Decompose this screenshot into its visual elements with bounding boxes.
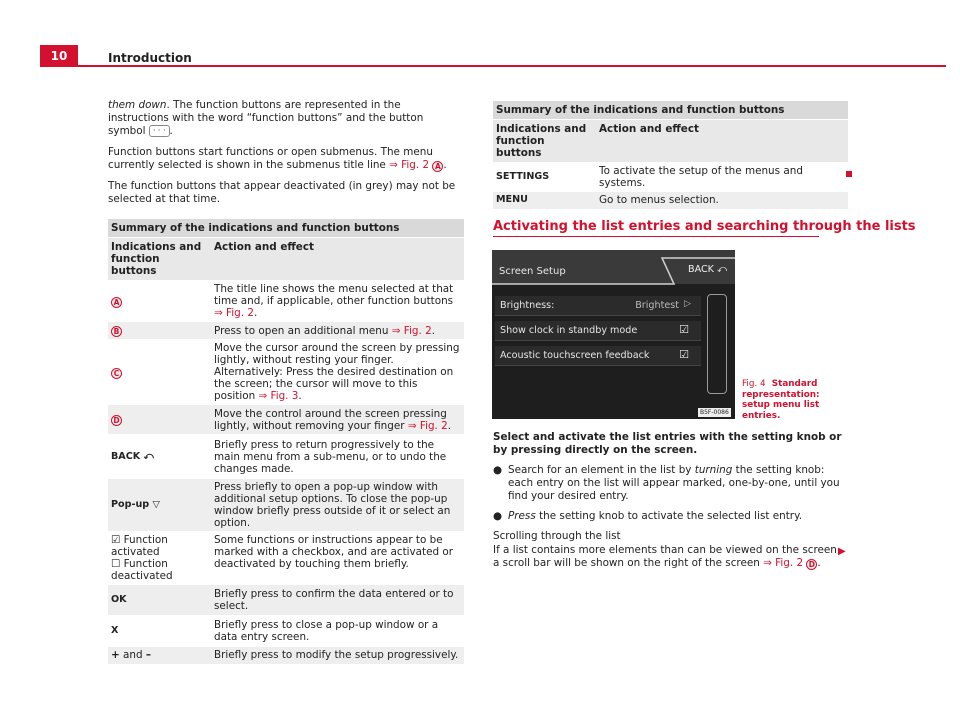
column-header: Indications and function buttons [493,120,596,163]
chevron-right-icon: ▷ [684,299,691,309]
text: . The function buttons are represented in the instructions with the word “function buttons” and the button symbol [108,99,424,137]
text: Function buttons start functions or open submenus. The menu currently selected is shown in the submenus title line [108,146,433,171]
table-caption: Summary of the indications and function buttons [108,219,464,238]
paragraph-1 [108,99,464,138]
emphasis: Press [508,510,536,522]
setup-screen-figure [492,250,735,419]
emphasis: them down [108,99,167,111]
column-header: Action and effect [211,238,464,281]
cell-text: Press briefly to open a pop-up window with additional setup options. To close the pop-up window briefly press outside of it or select an option. [211,479,464,532]
screen-title: Screen Setup [499,266,566,277]
list-item-label: Acoustic touchscreen feedback [500,350,650,361]
column-header: Action and effect [596,120,848,163]
cell-text: Go to menus selection. [596,192,848,209]
table-row [108,322,464,340]
text: the setting knob: each entry on the list will appear marked, one-by-one, until you find your desired entry. [508,464,840,502]
bullet-item [493,464,848,503]
fig-link[interactable]: ⇒ Fig. 2 [391,324,432,337]
page-number: 10 [40,45,78,67]
fig-link[interactable]: ⇒ Fig. 3 [258,390,299,402]
cell-text: The title line shows the menu selected at that time and, if applicable, other function buttons [214,283,454,307]
badge-a: A [432,161,443,172]
cell-text: Briefly press to close a pop-up window or a data entry screen. [211,616,464,647]
list-instructions [493,431,848,570]
list-item[interactable] [495,321,701,341]
lead-paragraph: Select and activate the list entries with the setting knob or by pressing directly on the screen. [493,431,842,456]
text: . [447,419,452,432]
settings-label: SETTINGS [493,163,596,192]
x-label: X [108,616,211,647]
list-item[interactable] [495,296,701,316]
text: and [119,649,146,662]
cell-text: To activate the setup of the menus and systems. [596,163,848,192]
table-row [108,340,464,405]
table-row [493,163,848,192]
table-row [108,532,464,585]
table-caption: Summary of the indications and function buttons [493,101,848,120]
text: Search for an element in the list by [508,464,695,476]
cell-text: Briefly press to modify the setup progressively. [211,647,464,664]
plus-label: + [111,649,120,662]
emphasis: turning [694,464,733,476]
table-row [108,435,464,479]
text: . [431,324,436,337]
cell-text: Press to open an additional menu [214,324,392,337]
header-rule [78,65,946,67]
ok-label: OK [108,585,211,616]
table-row [108,647,464,664]
button-symbol: · · · [149,125,170,137]
text: the setting knob to activate the selected list entry. [535,510,803,522]
table-row [108,616,464,647]
paragraph-3: The function buttons that appear deactivated (in grey) may not be selected at that time. [108,180,456,205]
list-item[interactable] [495,346,701,366]
triangle-down-icon: ▽ [152,499,160,510]
column-header: Indications and function buttons [108,238,211,281]
bullet-item [493,510,848,523]
fig-link[interactable]: ⇒ Fig. 2 [389,159,430,171]
text: . [817,557,821,569]
badge-b: B [111,326,122,337]
back-button[interactable]: BACK ⤺ [688,264,728,275]
text: . [253,307,258,319]
back-icon: ⤺ [143,450,154,462]
popup-label: Pop-up [111,499,150,510]
minus-label: – [145,649,152,662]
checkbox-checked-icon: ☑ [111,534,121,546]
cell-text: Function deactivated [111,558,173,582]
fig-link[interactable]: ⇒ Fig. 2 [763,557,804,569]
badge-c: C [111,368,122,379]
bullet-icon: ● [493,510,503,522]
cell-text: Briefly press to confirm the data entered or to select. [211,585,464,616]
continue-arrow-icon: ▶ [838,546,846,557]
list-item-value: Brightest [635,300,679,311]
image-id: B5F-0086 [700,409,729,416]
figure-caption-text: Standard representation: setup menu list entries. [742,379,820,421]
table-row [108,281,464,322]
section-rule [493,236,819,237]
scrollbar[interactable] [707,294,727,394]
table-row [493,192,848,209]
list-item-label: Show clock in standby mode [500,325,638,336]
back-label: BACK [111,450,141,462]
cell-text: Briefly press to return progressively to the main menu from a sub-menu, or to undo the changes made. [211,435,464,479]
cell-text: Move the control around the screen pressing lightly, without removing your finger [214,407,447,432]
menu-label: MENU [493,192,596,209]
section-heading: Activating the list entries and searching through the lists [493,219,916,234]
right-column [493,100,848,209]
badge-d: D [806,559,817,570]
text: . [169,125,173,137]
text: If a list contains more elements than can be viewed on the screen, a scroll bar will be shown on the right of the screen [493,544,841,569]
list-item-label: Brightness: [500,300,555,311]
checkbox-checked-icon: ☑ [679,323,689,336]
badge-d: D [111,415,122,426]
table-row [108,479,464,532]
function-buttons-table-continued [493,100,848,209]
scroll-paragraph [493,544,848,570]
cell-text: Function activated [111,534,168,558]
subheading: Scrolling through the list [493,530,621,542]
fig-link[interactable]: ⇒ Fig. 2 [214,307,254,319]
checkbox-checked-icon: ☑ [679,348,689,361]
cell-text: Some functions or instructions appear to be marked with a checkbox, and are activated or deactivated by touching them briefly. [211,532,464,585]
function-buttons-table [108,218,464,664]
table-row [108,585,464,616]
left-column [108,99,464,664]
section-end-marker [846,171,852,177]
paragraph-2 [108,146,464,172]
badge-a: A [111,297,122,308]
figure-caption [742,379,842,421]
figure-number: Fig. 4 [742,379,766,389]
chapter-title: Introduction [108,51,192,65]
bullet-icon: ● [493,464,503,476]
table-row [108,405,464,435]
text: . [298,390,302,402]
cell-text: Move the cursor around the screen by pressing lightly, without resting your finger. Alternatively: Press the desired destination on the screen; the cursor will move to this position [214,342,460,402]
checkbox-empty-icon: ☐ [111,558,121,570]
fig-link[interactable]: ⇒ Fig. 2 [407,419,448,432]
text: . [443,159,447,171]
